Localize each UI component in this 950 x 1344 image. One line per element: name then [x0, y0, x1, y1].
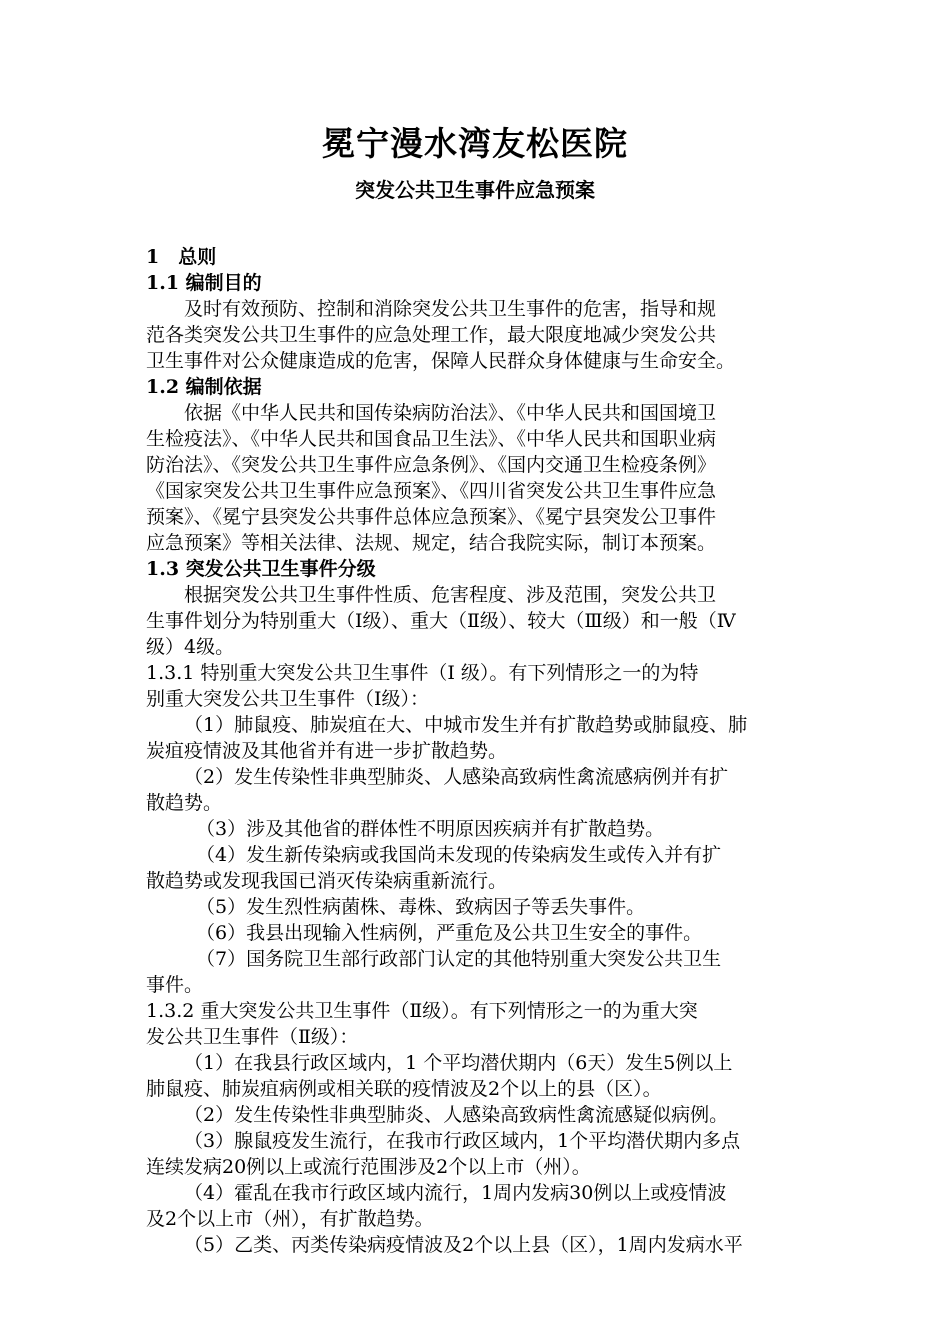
text-line: 根据突发公共卫生事件性质、危害程度、涉及范围，突发公共卫	[184, 584, 717, 606]
text-line: 生事件划分为特别重大（Ⅰ级）、重大（Ⅱ级）、较大（Ⅲ级）和一般（Ⅳ	[146, 610, 736, 632]
text-line: （5）发生烈性病菌株、毒株、致病因子等丢失事件。	[196, 896, 646, 918]
text-line: 级）4级。	[146, 636, 235, 658]
text-line: 炭疽疫情波及其他省并有进一步扩散趋势。	[146, 740, 508, 762]
text-line: （5）乙类、丙类传染病疫情波及2个以上县（区），1周内发病水平	[184, 1234, 743, 1256]
text-line: 依据《中华人民共和国传染病防治法》、《中华人民共和国国境卫	[184, 402, 717, 424]
text-line: 及2个以上市（州），有扩散趋势。	[146, 1208, 434, 1230]
text-line: （7）国务院卫生部行政部门认定的其他特别重大突发公共卫生	[196, 948, 722, 970]
text-line: 肺鼠疫、肺炭疽病例或相关联的疫情波及2个以上的县（区）。	[146, 1078, 662, 1100]
text-line: 散趋势。	[146, 792, 223, 814]
text-line: 及时有效预防、控制和消除突发公共卫生事件的危害，指导和规	[184, 298, 717, 320]
document-title: 冕宁漫水湾友松医院	[322, 124, 628, 163]
text-line: 范各类突发公共卫生事件的应急处理工作，最大限度地减少突发公共	[146, 324, 717, 346]
text-line: 防治法》、《突发公共卫生事件应急条例》、《国内交通卫生检疫条例》	[146, 454, 717, 476]
text-line: 生检疫法》、《中华人民共和国食品卫生法》、《中华人民共和国职业病	[146, 428, 717, 450]
text-line: 连续发病20例以上或流行范围涉及2个以上市（州）。	[146, 1156, 591, 1178]
text-line: 事件。	[146, 974, 204, 996]
section-heading: 1 总则	[146, 246, 217, 268]
text-line: （4）发生新传染病或我国尚未发现的传染病发生或传入并有扩	[196, 844, 722, 866]
text-line: 别重大突发公共卫生事件（Ⅰ级）：	[146, 688, 430, 710]
text-line: （3）涉及其他省的群体性不明原因疾病并有扩散趋势。	[196, 818, 665, 840]
text-line: 散趋势或发现我国已消灭传染病重新流行。	[146, 870, 508, 892]
text-line: （6）我县出现输入性病例，严重危及公共卫生安全的事件。	[196, 922, 703, 944]
text-line: 应急预案》等相关法律、法规、规定，结合我院实际，制订本预案。	[146, 532, 717, 554]
text-line: 卫生事件对公众健康造成的危害，保障人民群众身体健康与生命安全。	[146, 350, 736, 372]
text-line: 预案》、《冕宁县突发公共事件总体应急预案》、《冕宁县突发公卫事件	[146, 506, 717, 528]
text-line: 《国家突发公共卫生事件应急预案》、《四川省突发公共卫生事件应急	[146, 480, 717, 502]
text-line: （3）腺鼠疫发生流行，在我市行政区域内，1个平均潜伏期内多点	[184, 1130, 741, 1152]
text-line: （1）在我县行政区域内，1 个平均潜伏期内（6天）发生5例以上	[184, 1052, 733, 1074]
text-line: 1.3.2 重大突发公共卫生事件（Ⅱ级）。有下列情形之一的为重大突	[146, 1000, 698, 1022]
text-line: （2）发生传染性非典型肺炎、人感染高致病性禽流感疑似病例。	[184, 1104, 729, 1126]
section-heading: 1.3 突发公共卫生事件分级	[146, 558, 376, 580]
text-line: 1.3.1 特别重大突发公共卫生事件（Ⅰ 级）。有下列情形之一的为特	[146, 662, 699, 684]
text-line: （1）肺鼠疫、肺炭疽在大、中城市发生并有扩散趋势或肺鼠疫、肺	[184, 714, 748, 736]
section-heading: 1.2 编制依据	[146, 376, 262, 398]
document-body	[146, 244, 816, 1258]
section-heading: 1.1 编制目的	[146, 272, 262, 294]
document-subtitle: 突发公共卫生事件应急预案	[355, 178, 595, 202]
text-line: （2）发生传染性非典型肺炎、人感染高致病性禽流感病例并有扩	[184, 766, 729, 788]
text-line: （4）霍乱在我市行政区域内流行，1周内发病30例以上或疫情波	[184, 1182, 727, 1204]
text-line: 发公共卫生事件（Ⅱ级）：	[146, 1026, 359, 1048]
